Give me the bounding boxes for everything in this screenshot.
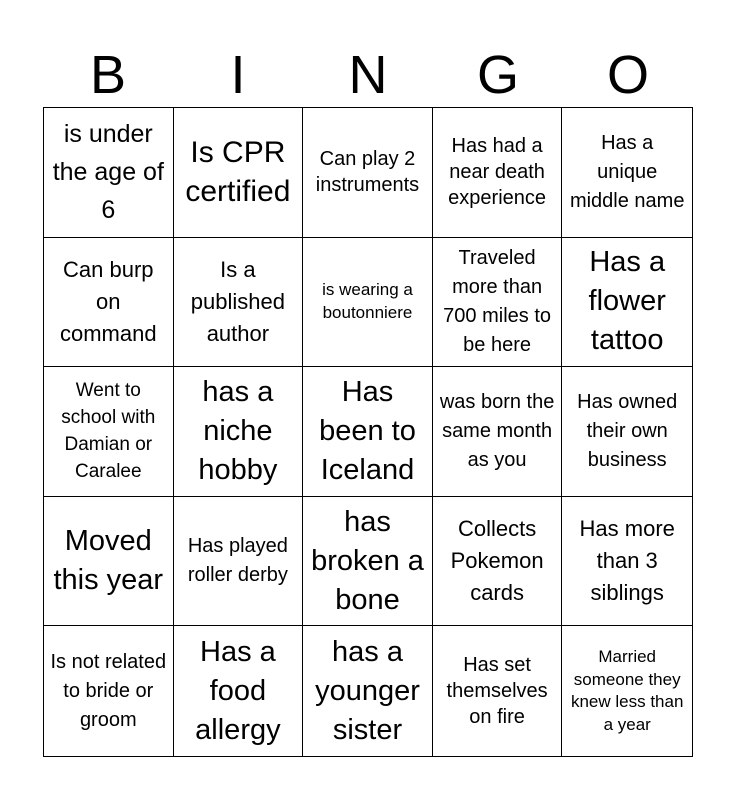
cell-text: Can burp on command <box>60 256 157 346</box>
bingo-cell-r5c1[interactable] <box>44 626 174 756</box>
cell-text: Has a food allergy <box>195 635 281 746</box>
bingo-cell-r4c1[interactable] <box>44 497 174 627</box>
cell-text: is under the age of 6 <box>52 120 164 225</box>
cell-text: Is CPR certified <box>185 136 291 209</box>
bingo-cell-r5c3[interactable] <box>303 626 433 756</box>
bingo-cell-r4c4[interactable] <box>433 497 563 627</box>
header-letter-g: G <box>476 45 519 105</box>
bingo-header <box>43 42 693 108</box>
bingo-cell-r4c3[interactable] <box>303 497 433 627</box>
cell-text: has a younger sister <box>315 635 420 746</box>
cell-text: Has a unique middle name <box>569 131 685 212</box>
cell-text: Has played roller derby <box>187 535 288 587</box>
bingo-cell-r4c5[interactable] <box>562 497 692 627</box>
bingo-cell-r3c2[interactable] <box>174 367 304 497</box>
bingo-cell-r2c5[interactable] <box>562 238 692 368</box>
bingo-cell-r1c5[interactable] <box>562 108 692 238</box>
header-letter-n: N <box>348 45 388 105</box>
cell-text: Moved this year <box>53 525 164 597</box>
cell-text: Collects Pokemon cards <box>450 516 544 606</box>
bingo-cell-r2c2[interactable] <box>174 238 304 368</box>
cell-text: is wearing a boutonniere <box>322 280 413 322</box>
cell-text: Has a flower tattoo <box>588 246 666 357</box>
bingo-cell-r3c5[interactable] <box>562 367 692 497</box>
cell-text: has broken a bone <box>311 505 424 616</box>
header-letter-i: I <box>230 45 246 105</box>
cell-text: Is not related to bride or groom <box>50 650 167 731</box>
cell-text: Traveled more than 700 miles to be here <box>443 246 552 356</box>
bingo-board <box>43 107 693 757</box>
header-letter-o: O <box>606 45 649 105</box>
bingo-cell-r3c3[interactable] <box>303 367 433 497</box>
cell-text: Is a published author <box>190 256 285 346</box>
bingo-cell-r3c1[interactable] <box>44 367 174 497</box>
cell-text: Has set themselves on fire <box>446 654 548 729</box>
bingo-cell-r4c2[interactable] <box>174 497 304 627</box>
bingo-cell-r1c4[interactable] <box>433 108 563 238</box>
cell-text: has a niche hobby <box>198 375 278 486</box>
cell-text: Has had a near death experience <box>448 135 547 210</box>
bingo-cell-r1c3[interactable] <box>303 108 433 238</box>
bingo-cell-r5c4[interactable] <box>433 626 563 756</box>
bingo-cell-r2c4[interactable] <box>433 238 563 368</box>
cell-text: Went to school with Damian or Caralee <box>61 380 156 483</box>
header-letter-b: B <box>89 45 127 105</box>
bingo-cell-r1c1[interactable] <box>44 108 174 238</box>
cell-text: Has been to Iceland <box>319 375 416 486</box>
bingo-cell-r3c4[interactable] <box>433 367 563 497</box>
bingo-cell-r5c2[interactable] <box>174 626 304 756</box>
cell-text: Has owned their own business <box>577 390 678 471</box>
cell-text: Has more than 3 siblings <box>579 516 675 606</box>
bingo-cell-r2c3[interactable] <box>303 238 433 368</box>
cell-text: was born the same month as you <box>439 390 555 471</box>
bingo-cell-r5c5[interactable] <box>562 626 692 756</box>
cell-text: Married someone they knew less than a year <box>570 647 684 734</box>
bingo-cell-r2c1[interactable] <box>44 238 174 368</box>
bingo-cell-r1c2[interactable] <box>174 108 304 238</box>
cell-text: Can play 2 instruments <box>315 148 420 197</box>
